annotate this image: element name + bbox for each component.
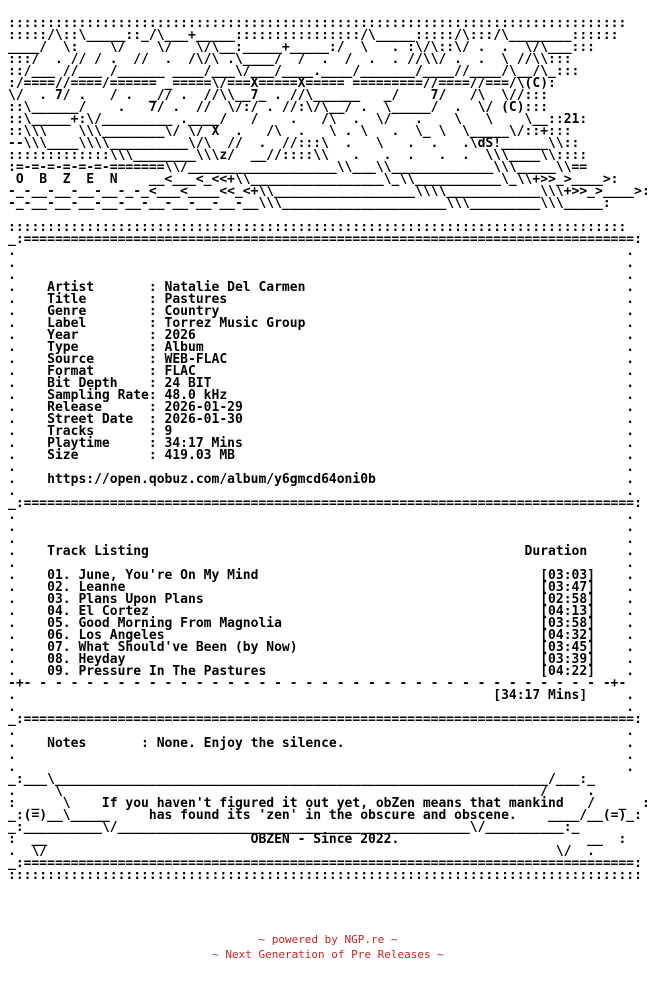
track-row: . 01. June, You're On My Mind [03:03] . — [8, 568, 635, 583]
blank-line: . . — [8, 268, 635, 283]
footer-powered-by: ~ powered by NGP.re ~ — [258, 933, 398, 946]
since-line: : __ OBZEN - Since 2022. __ : — [8, 832, 627, 847]
track-row: . 04. El Cortez [04:13] . — [8, 604, 635, 619]
info-row-tracks: . Tracks : 9 . — [8, 424, 635, 439]
border-line: _:__________\/_____________________________________________\/__________:_ — [8, 820, 580, 835]
logo-art-line: :/====//====/====== _=====\/===X=====X===== =========//====//===/\(C): — [8, 76, 556, 91]
blank-line: . . — [8, 520, 635, 535]
logo-art-line: :::::::::::::\\\________\\\z/ __//::::\\ . . . . . \\\____\\:::: — [8, 148, 588, 163]
info-row-release: . Release : 2026-01-29 . — [8, 400, 635, 415]
info-row-sampling-rate: . Sampling Rate: 48.0 kHz . — [8, 388, 635, 403]
logo-art-line: ::\______/ . 7/ . // \/:/ . //:\/\__/ . \_____/ . \/ (C)::: — [8, 100, 549, 115]
logo-art-line: ::\\\ \\\________\/ \/ X . /\ . \ . \ . \_ \ \_____\/::+::: — [8, 124, 572, 139]
track-row: . 07. What Should've Been (by Now) [03:45] . — [8, 640, 635, 655]
blank-line: . . — [8, 484, 635, 499]
border-line: . \ / . — [8, 784, 595, 799]
info-row-genre: . Genre : Country . — [8, 304, 635, 319]
info-row-size: . Size : 419.03 MB . — [8, 448, 635, 463]
logo-art-line: :=-=-=-=-=-=-=======\\/___________________\\___\\_____________\\\_____\\== — [8, 160, 588, 175]
blank-line: . . — [8, 508, 635, 523]
divider-line: _:==============================================================================: — [8, 496, 642, 511]
logo-art-line: :::::/\::\_____::_/\___+_____::::::::::::::::/\_____:::::/\:::/\________:::::: — [8, 28, 619, 43]
info-row-type: . Type : Album . — [8, 340, 635, 355]
nfo-text — [8, 18, 650, 882]
track-row: . 06. Los Angeles [04:32] . — [8, 628, 635, 643]
blank-line: . . — [8, 748, 635, 763]
track-row: . 02. Leanne [03:47] . — [8, 580, 635, 595]
logo-art-line: O B Z E N __<___<_<<+\\_________________\_\\___________\_\\+>>_>____>: — [8, 172, 619, 187]
blank-line: . . — [8, 244, 635, 259]
info-row-street-date: . Street Date : 2026-01-30 . — [8, 412, 635, 427]
info-row-source: . Source : WEB-FLAC . — [8, 352, 635, 367]
footer-tagline: ~ Next Generation of Pre Releases ~ — [212, 948, 444, 961]
logo-art-line: -_-__-__-__-__-_-_<___<____<<_<+\\__________________\\\\____________\\\+>>_>____>: — [8, 184, 650, 199]
blank-line: . . — [8, 256, 635, 271]
notes-row: . Notes : None. Enjoy the silence. . — [8, 736, 635, 751]
divider-line: _:==============================================================================: — [8, 856, 642, 871]
divider-line: _:==============================================================================: — [8, 712, 642, 727]
logo-art-line: \/ . 7/ . / . _// . //\\__7_ . //\______ _/ 7/ /\ \//::: — [8, 88, 549, 103]
blank-line: . . — [8, 532, 635, 547]
border-line: _:___\_______________________________________________________________/___:_ — [8, 772, 595, 787]
logo-art-line: ::/___ //___ /______ ____/___\/___/____.____/_______/____//____/\__/\_::: — [8, 64, 580, 79]
border-line: . \/ \/ . — [8, 844, 595, 859]
logo-art-line: -_-__-__-__-__-__-__-__-__-__-__\\\_____________________\\\_________\\\_____: — [8, 196, 611, 211]
info-row-bit-depth: . Bit Depth : 24 BIT . — [8, 376, 635, 391]
logo-art-line: --\\\____\\\\__________\/\ // . //:::\ . \ . . .\dS!______\\:: — [8, 136, 580, 151]
logo-art-line: ::\_____+:\/_________ .____/ / . /\ . \/ . \ \ \__::21: — [8, 112, 588, 127]
album-url: . https://open.qobuz.com/album/y6gmcd64oni0b . — [8, 472, 635, 487]
logo-art-line: ____/ \: \/ \/ \/\__:_____+_____:/ \ . :\/\::\/ . . \/\___::: — [8, 40, 595, 55]
logo-art-line: ::::::::::::::::::::::::::::::::::::::::::::::::::::::::::::::::::::::::::::::: — [8, 16, 627, 31]
divider-line: _:==============================================================================: — [8, 232, 642, 247]
tagline-1: : _ \ If you haven't figured it out yet, obZen means that mankind / _ : — [8, 796, 650, 811]
info-row-year: . Year : 2026 . — [8, 328, 635, 343]
info-row-title: . Title : Pastures . — [8, 292, 635, 307]
info-row-playtime: . Playtime : 34:17 Mins . — [8, 436, 635, 451]
info-row-artist: . Artist : Natalie Del Carmen . — [8, 280, 635, 295]
track-row: . 08. Heyday [03:39] . — [8, 652, 635, 667]
border-line: ::::::::::::::::::::::::::::::::::::::::::::::::::::::::::::::::::::::::::::::::: — [8, 868, 642, 883]
track-row: . 05. Good Morning From Magnolia [03:58] . — [8, 616, 635, 631]
track-row: . 03. Plans Upon Plans [02:58] . — [8, 592, 635, 607]
border-line: ::::::::::::::::::::::::::::::::::::::::::::::::::::::::::::::::::::::::::::::: — [8, 220, 627, 235]
track-row: . 09. Pressure In The Pastures [04:22] . — [8, 664, 635, 679]
track-listing-header: . Track Listing Duration . — [8, 544, 635, 559]
logo-art-line: :::/ . // / . // . /\/\ .\____/ / . / . . //\\/ . . \ //\\::: — [8, 52, 572, 67]
tagline-2: _:(=)__\_____ has found its 'zen' in the obscure and obscene. ____/__(=)_: — [8, 808, 642, 823]
divider-line: -+- - - - - - - - - - - - - - - - - - - - - - - - - - - - - - - - - - - - - -+- — [8, 676, 627, 691]
info-row-label: . Label : Torrez Music Group . — [8, 316, 635, 331]
blank-line: . . — [8, 724, 635, 739]
blank-line: . . — [8, 760, 635, 775]
total-duration: . [34:17 Mins] . — [8, 688, 635, 703]
info-row-format: . Format : FLAC . — [8, 364, 635, 379]
blank-line: . . — [8, 700, 635, 715]
blank-line: . . — [8, 460, 635, 475]
blank-line: . . — [8, 556, 635, 571]
